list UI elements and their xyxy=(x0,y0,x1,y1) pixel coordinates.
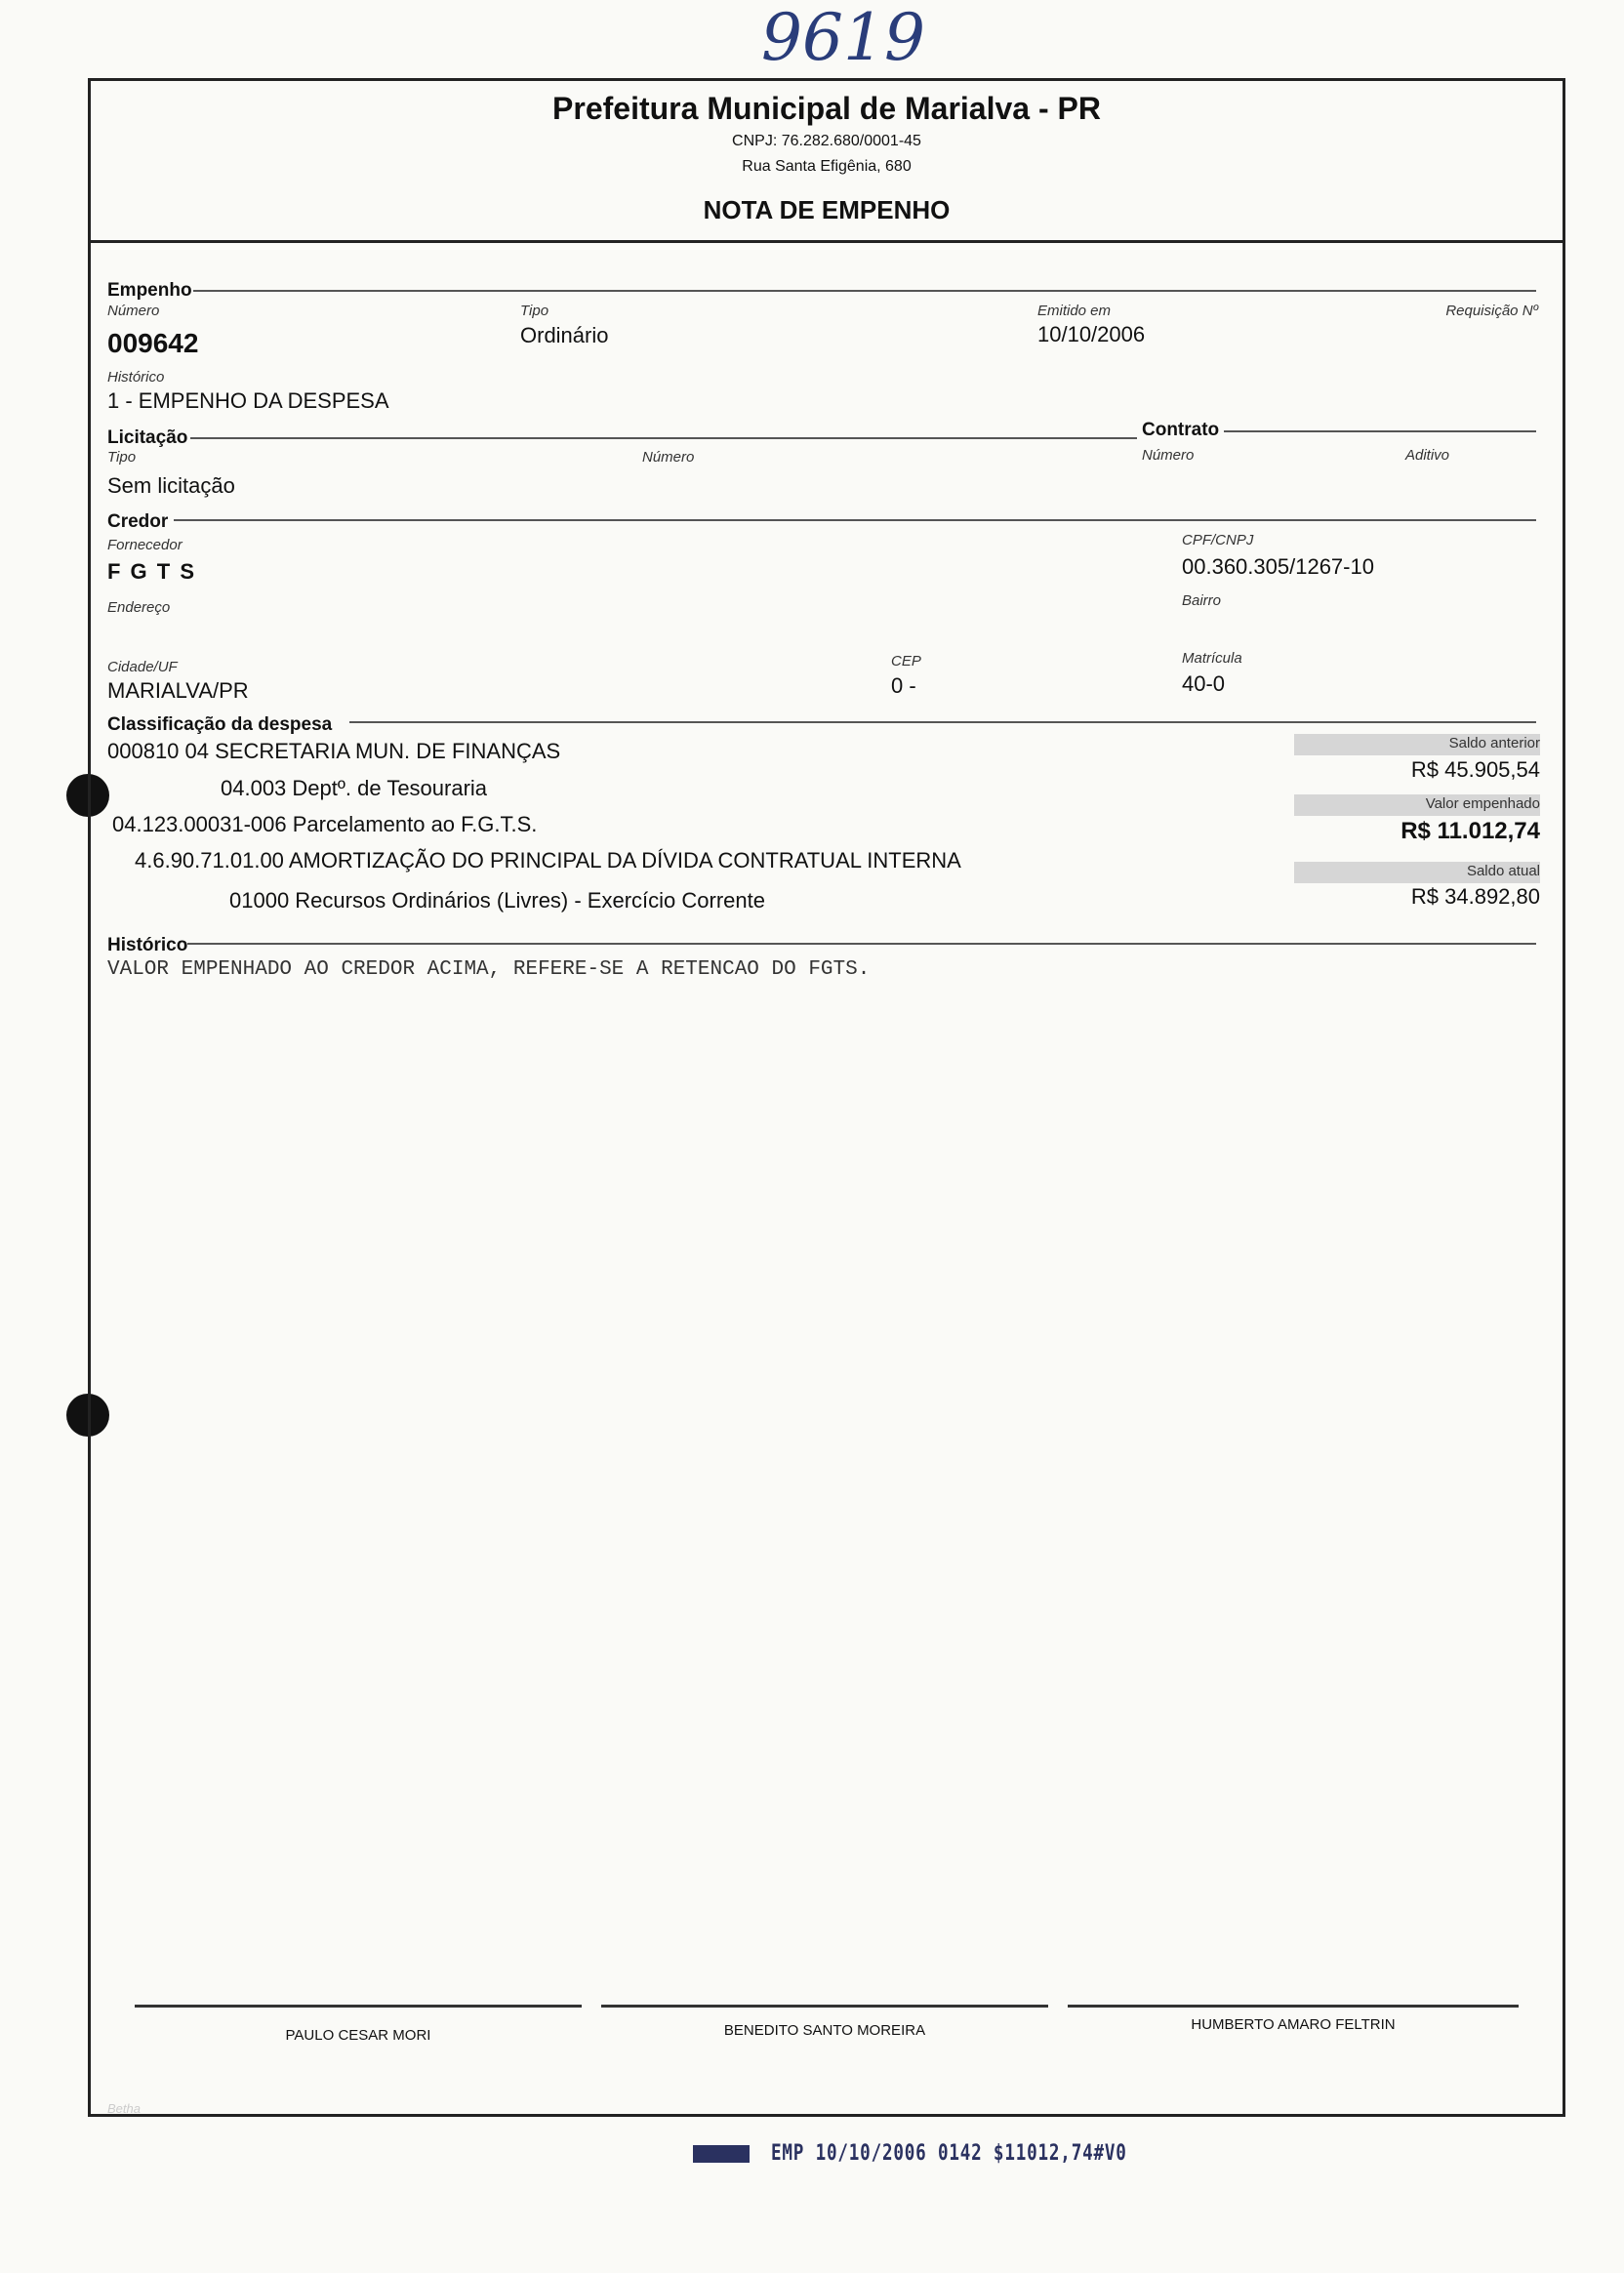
rule-historico xyxy=(187,943,1536,945)
historico-label: Histórico xyxy=(107,369,165,386)
class-line-4: 4.6.90.71.01.00 AMORTIZAÇÃO DO PRINCIPAL DA DÍVIDA CONTRATUAL INTERNA xyxy=(135,848,961,873)
valor-empenhado: R$ 11.012,74 xyxy=(1401,818,1540,844)
licitacao-numero-label: Número xyxy=(642,449,695,466)
saldo-anterior-label: Saldo anterior xyxy=(1448,735,1540,751)
signature-line-2 xyxy=(601,2005,1048,2008)
signature-name-2: BENEDITO SANTO MOREIRA xyxy=(723,2022,926,2039)
cidade-uf: MARIALVA/PR xyxy=(107,678,249,703)
historico-text: VALOR EMPENHADO AO CREDOR ACIMA, REFERE-SE A RETENCAO DO FGTS. xyxy=(107,958,871,981)
class-line-5: 01000 Recursos Ordinários (Livres) - Exercício Corrente xyxy=(229,888,765,913)
matricula-label: Matrícula xyxy=(1182,650,1242,667)
licitacao-tipo-label: Tipo xyxy=(107,449,137,466)
contrato-numero-label: Número xyxy=(1142,447,1195,464)
class-line-1: 000810 04 SECRETARIA MUN. DE FINANÇAS xyxy=(107,739,561,763)
org-address: Rua Santa Efigênia, 680 xyxy=(742,158,912,175)
cpf-label: CPF/CNPJ xyxy=(1182,532,1254,548)
machine-stamp: EMP 10/10/2006 0142 $11012,74#V0 xyxy=(771,2141,1127,2166)
bairro-label: Bairro xyxy=(1182,592,1222,609)
contrato-aditivo-label: Aditivo xyxy=(1405,447,1450,464)
section-credor: Credor xyxy=(107,511,169,532)
emitido-label: Emitido em xyxy=(1037,303,1112,319)
cep-label: CEP xyxy=(891,653,921,670)
header-separator xyxy=(88,240,1565,243)
rule-contrato xyxy=(1224,430,1536,432)
saldo-anterior: R$ 45.905,54 xyxy=(1410,757,1540,782)
signature-name-3: HUMBERTO AMARO FELTRIN xyxy=(1191,2016,1396,2033)
emitido-date: 10/10/2006 xyxy=(1037,322,1146,346)
org-name: Prefeitura Municipal de Marialva - PR xyxy=(552,91,1101,126)
cpf-cnpj: 00.360.305/1267-10 xyxy=(1182,554,1374,579)
empenho-numero: 009642 xyxy=(107,328,199,358)
valor-empenhado-label: Valor empenhado xyxy=(1425,795,1540,812)
matricula: 40-0 xyxy=(1182,671,1226,696)
document-frame xyxy=(88,78,1565,2117)
rule-empenho xyxy=(193,290,1536,292)
requisicao-label: Requisição Nº xyxy=(1445,303,1538,319)
section-licitacao: Licitação xyxy=(107,427,188,448)
saldo-atual-label: Saldo atual xyxy=(1466,863,1540,879)
doc-title: NOTA DE EMPENHO xyxy=(703,195,951,224)
class-line-2: 04.003 Deptº. de Tesouraria xyxy=(221,776,488,800)
fornecedor-label: Fornecedor xyxy=(107,537,183,553)
class-line-3: 04.123.00031-006 Parcelamento ao F.G.T.S. xyxy=(112,812,538,836)
handwritten-number: 9619 xyxy=(761,0,925,75)
empenho-historico: 1 - EMPENHO DA DESPESA xyxy=(107,388,389,413)
tipo-label: Tipo xyxy=(520,303,549,319)
org-cnpj: CNPJ: 76.282.680/0001-45 xyxy=(732,133,921,149)
signature-name-1: PAULO CESAR MORI xyxy=(285,2027,431,2044)
fornecedor: F G T S xyxy=(107,559,196,584)
rule-licitacao xyxy=(190,437,1137,439)
numero-label: Número xyxy=(107,303,160,319)
section-contrato: Contrato xyxy=(1142,420,1220,440)
licitacao-tipo: Sem licitação xyxy=(107,473,235,498)
section-classificacao: Classificação da despesa xyxy=(107,714,333,735)
section-empenho: Empenho xyxy=(107,280,192,301)
cidade-label: Cidade/UF xyxy=(107,659,178,675)
footer-brand: Betha xyxy=(107,2101,141,2116)
section-historico: Histórico xyxy=(107,935,188,955)
endereco-label: Endereço xyxy=(107,599,171,616)
saldo-atual: R$ 34.892,80 xyxy=(1410,884,1540,909)
rule-credor xyxy=(174,519,1536,521)
empenho-tipo: Ordinário xyxy=(520,323,609,347)
stamp-logo-mark xyxy=(693,2145,750,2163)
rule-classificacao xyxy=(349,721,1536,723)
signature-line-3 xyxy=(1068,2005,1519,2008)
cep: 0 - xyxy=(891,673,916,698)
signature-line-1 xyxy=(135,2005,582,2008)
